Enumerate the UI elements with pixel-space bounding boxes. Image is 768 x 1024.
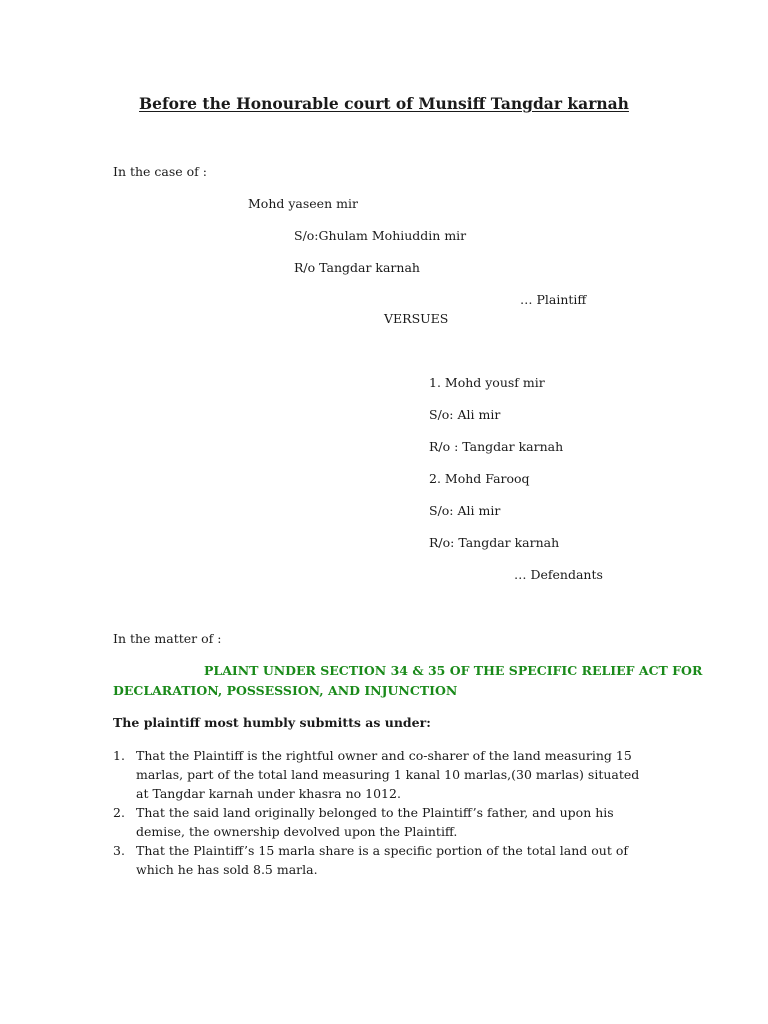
list-item-text: That the Plaintiff is the rightful owner and co-sharer of the land measuring 15 marlas, part of the total land measuring 1 kanal 10 marlas,(30 marlas) situated at Tangdar karnah under khasra no 1012. [136, 748, 640, 801]
plaintiff-residence: R/o Tangdar karnah [294, 260, 420, 275]
list-item-text: That the Plaintiff’s 15 marla share is a specific portion of the total land out of which he has sold 8.5 marla. [136, 843, 628, 877]
defendant-1-parentage: S/o: Ali mir [429, 407, 501, 422]
submission-points-list [113, 746, 653, 879]
defendant-1-residence: R/o : Tangdar karnah [429, 439, 564, 454]
versus-label: VERSUES [384, 311, 449, 326]
plaint-heading-line-1: PLAINT UNDER SECTION 34 & 35 OF THE SPECIFIC RELIEF ACT FOR [204, 663, 703, 678]
list-item [113, 803, 653, 841]
list-item-text: That the said land originally belonged to the Plaintiff’s father, and upon his demise, the ownership devolved upon the Plaintiff. [136, 805, 614, 839]
defendant-2-residence: R/o: Tangdar karnah [429, 535, 560, 550]
document-title: Before the Honourable court of Munsiff Tangdar karnah [139, 94, 629, 113]
defendants-role: … Defendants [514, 567, 603, 582]
list-item-number: 2. [113, 805, 125, 820]
plaintiff-role: … Plaintiff [520, 292, 587, 307]
matter-intro: In the matter of : [113, 631, 222, 646]
list-item-number: 3. [113, 843, 125, 858]
submission-intro: The plaintiff most humbly submitts as under: [113, 715, 431, 730]
plaintiff-name: Mohd yaseen mir [248, 196, 358, 211]
list-item-number: 1. [113, 748, 125, 763]
defendant-2-name: 2. Mohd Farooq [429, 471, 530, 486]
defendant-1-name: 1. Mohd yousf mir [429, 375, 545, 390]
list-item [113, 746, 653, 803]
case-intro: In the case of : [113, 164, 207, 179]
plaint-heading-line-2: DECLARATION, POSSESSION, AND INJUNCTION [113, 683, 458, 698]
plaintiff-parentage: S/o:Ghulam Mohiuddin mir [294, 228, 467, 243]
list-item [113, 841, 653, 879]
defendant-2-parentage: S/o: Ali mir [429, 503, 501, 518]
